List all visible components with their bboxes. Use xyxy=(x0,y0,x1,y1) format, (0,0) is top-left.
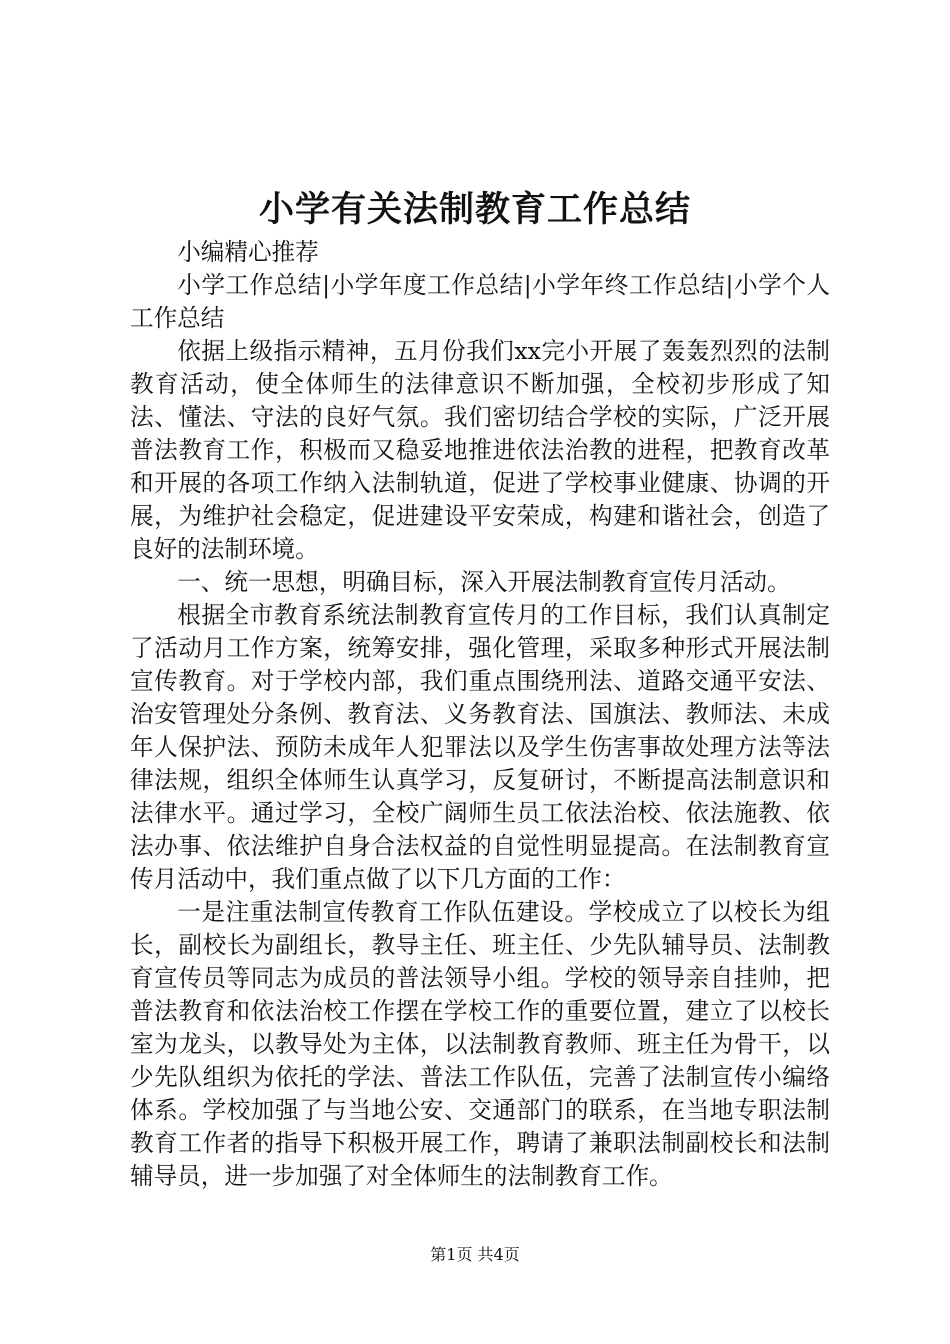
body-paragraph: 一是注重法制宣传教育工作队伍建设。学校成立了以校长为组长，副校长为副组长，教导主任、班主任、少先队辅导员、法制教育宣传员等同志为成员的普法领导小组。学校的领导亲自挂帅，把普法教育和依法治校工作摆在学校工作的重要位置，建立了以校长室为龙头，以教导处为主体，以法制教育教师、班主任为骨干，以少先队组织为依托的学法、普法工作队伍，完善了法制宣传小编络体系。学校加强了与当地公安、交通部门的联系，在当地专职法制教育工作者的指导下积极开展工作，聘请了兼职法制副校长和法制辅导员，进一步加强了对全体师生的法制教育工作。 xyxy=(130,898,830,1190)
intro-paragraph: 依据上级指示精神，五月份我们xx完小开展了轰轰烈烈的法制教育活动，使全体师生的法律意识不断加强，全校初步形成了知法、懂法、守法的良好气氛。我们密切结合学校的实际，广泛开展普法教育工作，积极而又稳妥地推进依法治教的进程，把教育改革和开展的各项工作纳入法制轨道，促进了学校事业健康、协调的开展，为维护社会稳定，促进建设平安荣成，构建和谐社会，创造了良好的法制环境。 xyxy=(130,337,830,563)
document-title: 小学有关法制教育工作总结 xyxy=(258,189,691,230)
section-heading-1: 一、统一思想，明确目标，深入开展法制教育宣传月活动。 xyxy=(177,568,791,596)
body-paragraph: 根据全市教育系统法制教育宣传月的工作目标，我们认真制定了活动月工作方案，统筹安排，强化管理，采取多种形式开展法制宣传教育。对于学校内部，我们重点围绕刑法、道路交通平安法、治安管理处分条例、教育法、义务教育法、国旗法、教师法、未成年人保护法、预防未成年人犯罪法以及学生伤害事故处理方法等法律法规，组织全体师生认真学习，反复研讨，不断提高法制意识和法律水平。通过学习，全校广阔师生员工依法治校、依法施教、依法办事、依法维护自身合法权益的自觉性明显提高。在法制教育宣传月活动中，我们重点做了以下几方面的工作： xyxy=(130,601,830,893)
related-links-line: 小学工作总结|小学年度工作总结|小学年终工作总结|小学个人工作总结 xyxy=(130,271,830,332)
document-body xyxy=(130,236,830,1193)
recommendation-note: 小编精心推荐 xyxy=(177,238,319,266)
page-footer: 第1页 共4页 xyxy=(430,1245,520,1264)
